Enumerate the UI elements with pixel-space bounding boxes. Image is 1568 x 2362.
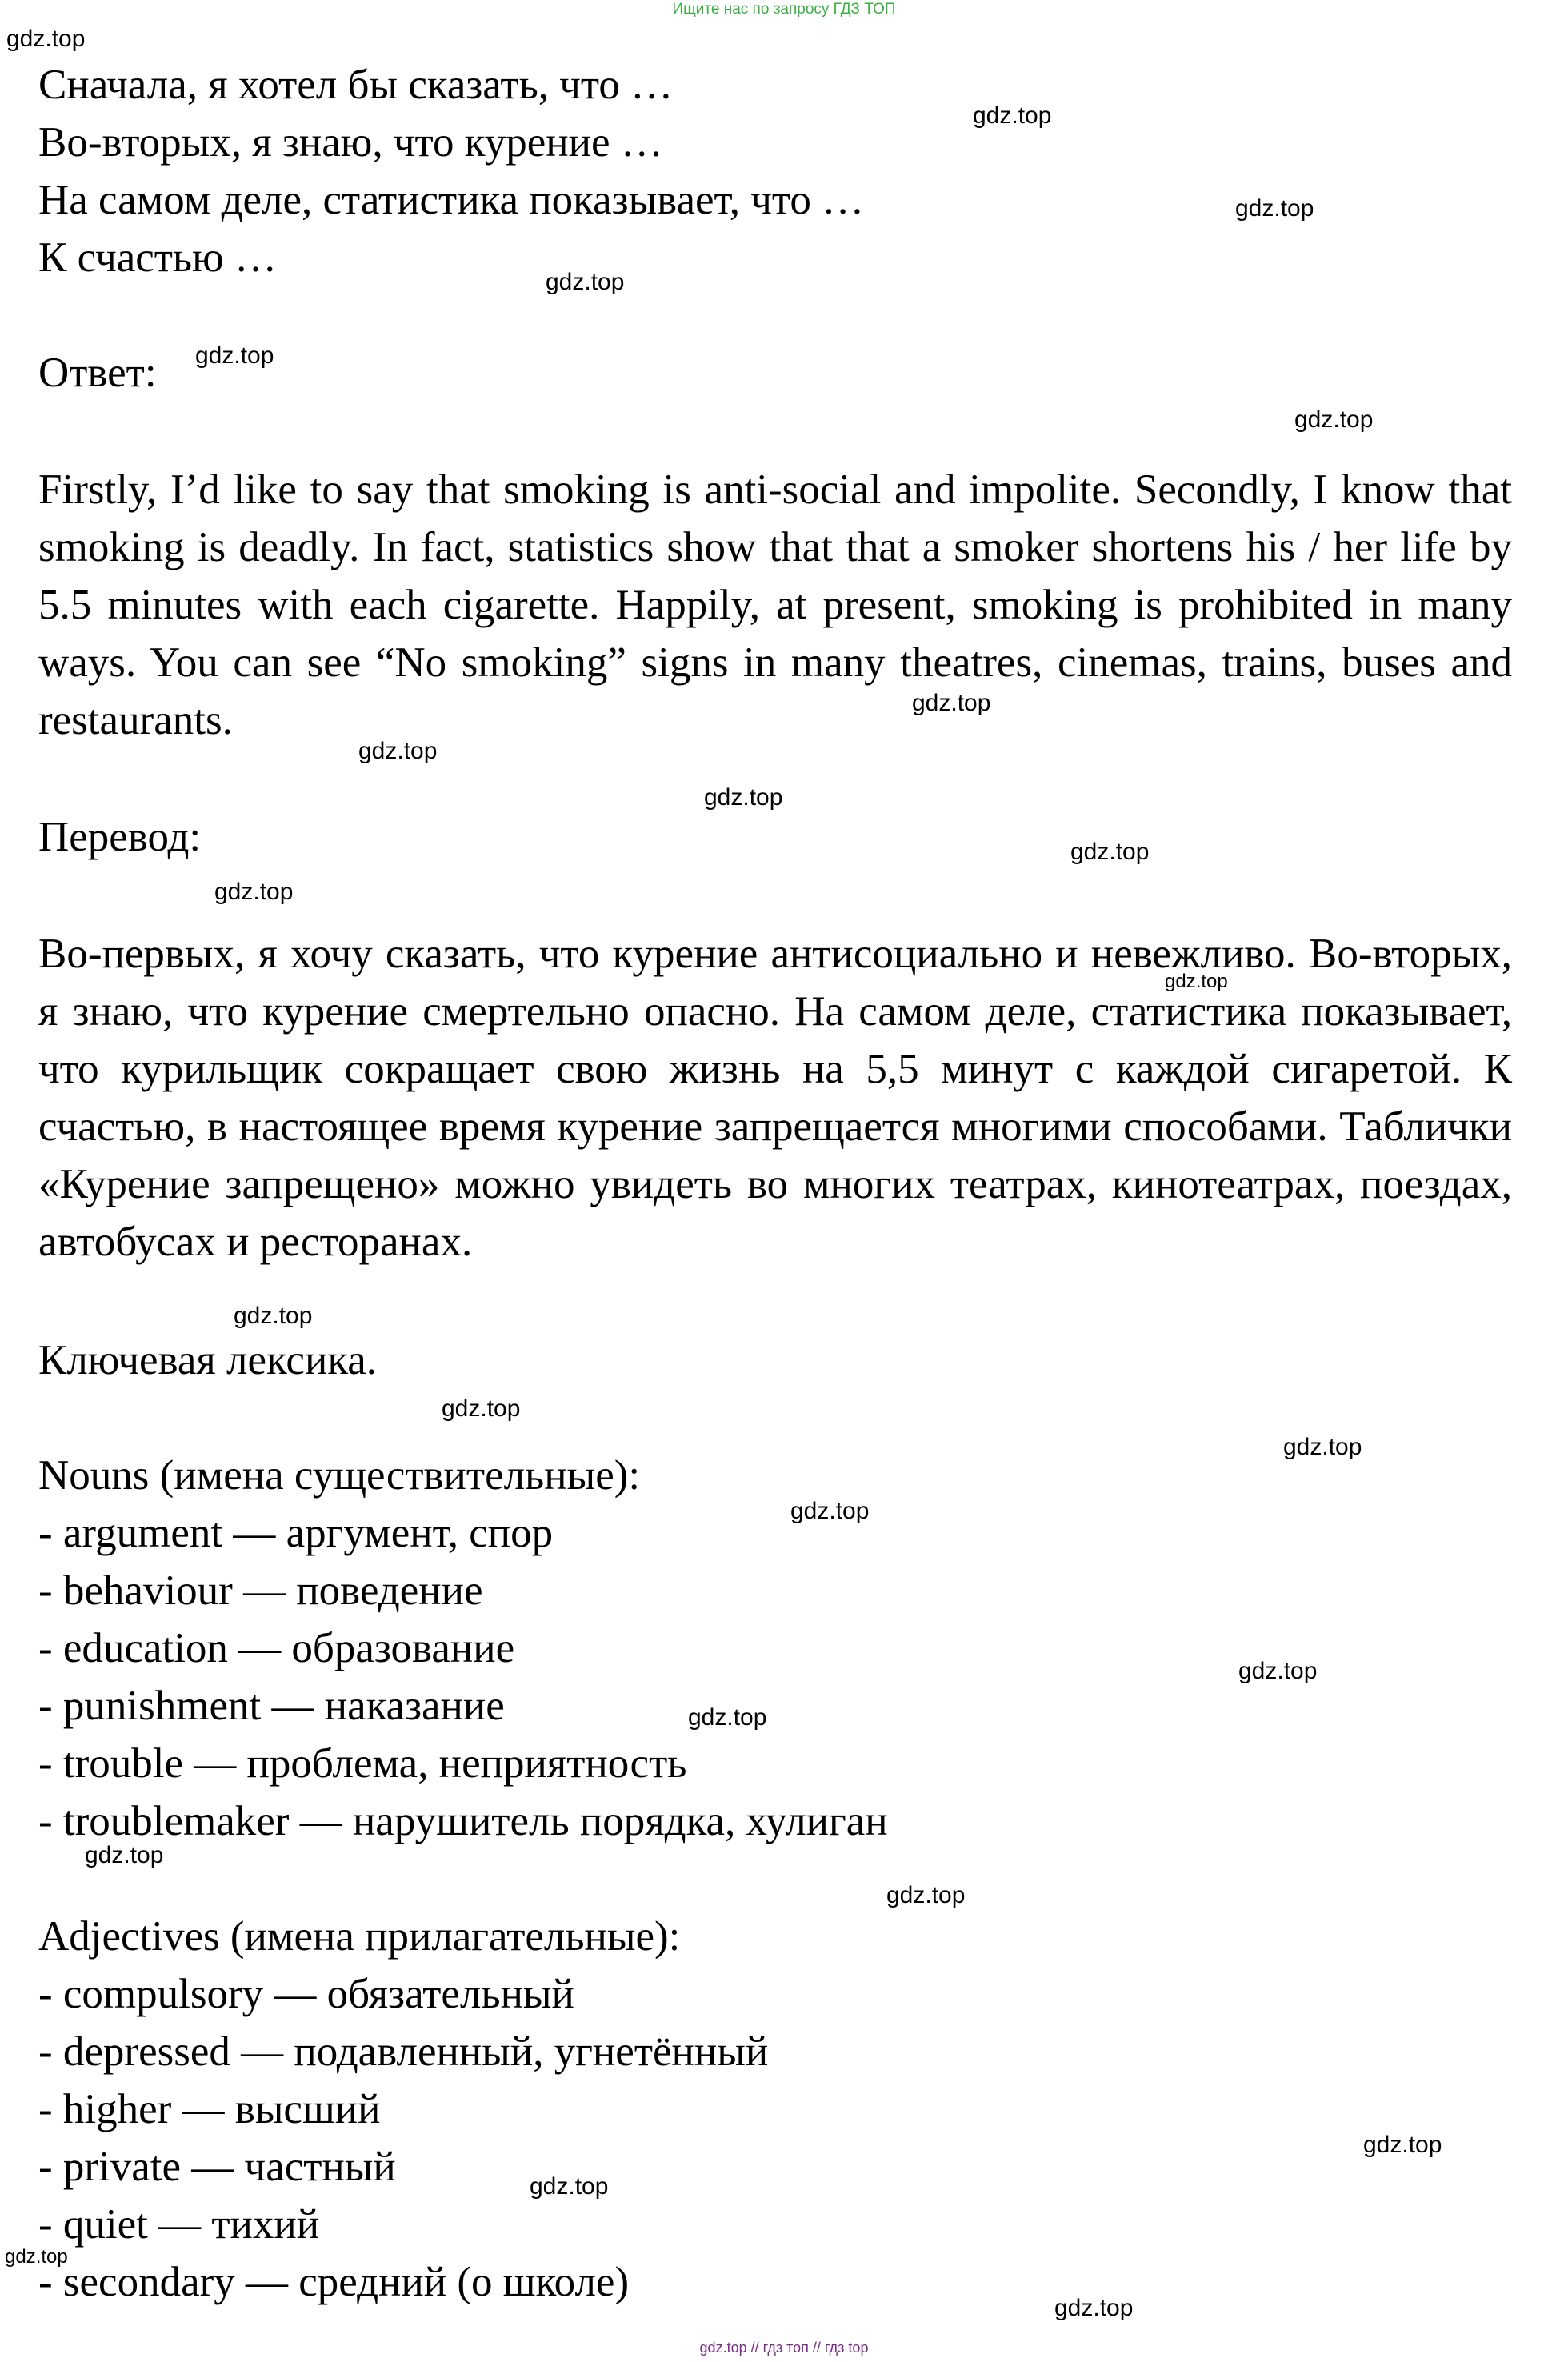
watermark: gdz.top	[85, 1842, 164, 1868]
watermark: gdz.top	[912, 690, 991, 716]
translation-heading: Перевод:	[38, 814, 202, 860]
footer-banner: gdz.top // гдз топ // гдз top	[699, 2340, 869, 2356]
watermark: gdz.top	[442, 1395, 521, 1422]
prompt-line-4: К счастью …	[38, 234, 277, 281]
noun-item-punishment: - punishment — наказание	[38, 1683, 505, 1729]
watermark: gdz.top	[1238, 1658, 1318, 1684]
watermark: gdz.top	[358, 738, 438, 764]
watermark: gdz.top	[6, 26, 86, 52]
answer-paragraph: Firstly, I’d like to say that smoking is anti-social and impolite. Secondly, I know that smoking is deadly. In fact, statistics show that that a smoker shortens his / her life by 5.5 minutes with each cigarette. Happily, at present, smoking is prohibited in many ways. You can see “No smoking” signs in many theatres, cinemas, trains, buses and restaurants.	[38, 466, 1512, 743]
watermark: gdz.top	[704, 784, 783, 811]
watermark: gdz.top	[886, 1882, 966, 1908]
watermark: gdz.top	[1363, 2132, 1442, 2158]
watermark: gdz.top	[790, 1498, 870, 1524]
search-banner: Ищите нас по запросу ГДЗ ТОП	[672, 1, 896, 18]
adjective-item-quiet: - quiet — тихий	[38, 2201, 320, 2248]
noun-item-trouble: - trouble — проблема, неприятность	[38, 1740, 687, 1787]
watermark: gdz.top	[973, 102, 1052, 129]
noun-item-argument: - argument — аргумент, спор	[38, 1510, 554, 1556]
watermark: gdz.top	[688, 1704, 767, 1731]
watermark: gdz.top	[1165, 971, 1228, 992]
watermark: gdz.top	[546, 269, 625, 295]
watermark: gdz.top	[1235, 195, 1314, 222]
adjective-item-compulsory: - compulsory — обязательный	[38, 1971, 574, 2017]
watermark: gdz.top	[1294, 406, 1374, 433]
adjective-item-secondary: - secondary — средний (о школе)	[38, 2259, 630, 2305]
translation-paragraph: Во-первых, я хочу сказать, что курение антисоциально и невежливо. Во-вторых, я знаю, что курение смертельно опасно. На самом деле, статистика показывает, что курильщик сокращает свою жизнь на 5,5 минут с каждой сигаретой. К счастью, в настоящее время курение запрещается многими способами. Таблички «Курение запрещено» можно увидеть во многих театрах, кинотеатрах, поездах, автобусах и ресторанах.	[38, 931, 1512, 1265]
answer-heading: Ответ:	[38, 350, 157, 396]
prompt-line-2: Во-вторых, я знаю, что курение …	[38, 119, 663, 166]
watermark: gdz.top	[1054, 2295, 1134, 2321]
watermark: gdz.top	[195, 342, 274, 369]
watermark: gdz.top	[5, 2246, 68, 2268]
adjectives-heading: Adjectives (имена прилагательные):	[38, 1913, 681, 1960]
watermark: gdz.top	[214, 879, 294, 905]
watermark: gdz.top	[530, 2173, 609, 2200]
adjective-item-private: - private — частный	[38, 2144, 396, 2190]
watermark: gdz.top	[234, 1303, 313, 1329]
nouns-heading: Nouns (имена существительные):	[38, 1452, 641, 1499]
vocab-heading: Ключевая лексика.	[38, 1337, 378, 1383]
noun-item-behaviour: - behaviour — поведение	[38, 1567, 483, 1614]
adjective-item-depressed: - depressed — подавленный, угнетённый	[38, 2028, 769, 2075]
prompt-line-1: Сначала, я хотел бы сказать, что …	[38, 62, 674, 108]
watermark: gdz.top	[1070, 839, 1150, 865]
prompt-line-3: На самом деле, статистика показывает, что …	[38, 177, 865, 223]
noun-item-education: - education — образование	[38, 1625, 515, 1671]
noun-item-troublemaker: - troublemaker — нарушитель порядка, хулиган	[38, 1798, 888, 1844]
adjective-item-higher: - higher — высший	[38, 2086, 381, 2132]
watermark: gdz.top	[1283, 1434, 1362, 1460]
